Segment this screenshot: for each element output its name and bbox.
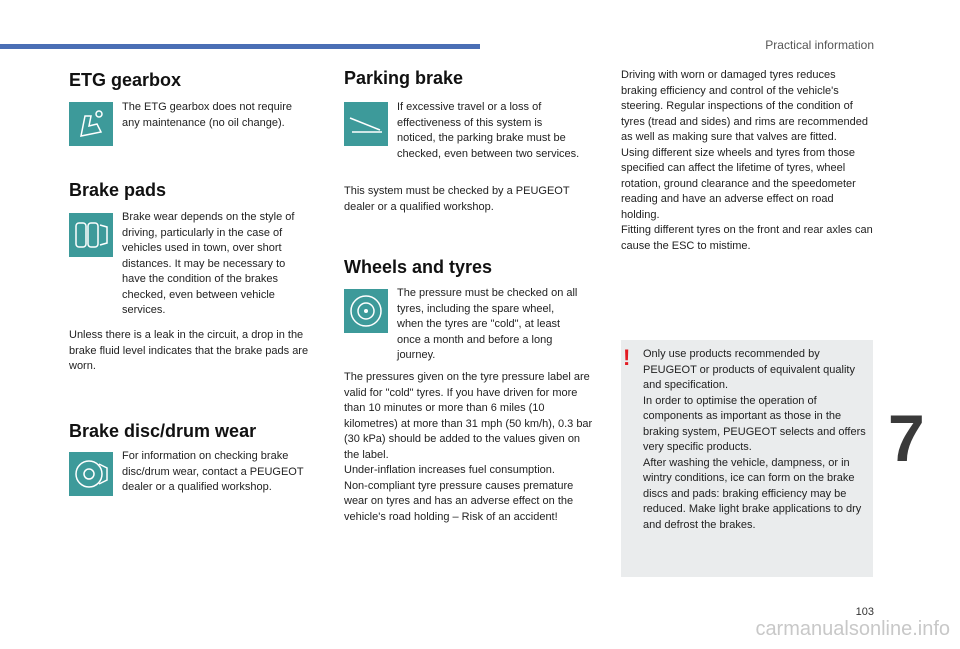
brake-pads-heading: Brake pads (69, 180, 167, 200)
non-compliant-paragraph: Non-compliant tyre pressure causes premature wear on tyres and has an adverse effect on the vehicle's road holding – Risk of an accident! (344, 479, 574, 523)
brake-disc-icon (69, 452, 113, 496)
parking-brake-heading: Parking brake (344, 68, 464, 88)
tyre-pressure-paragraph: The pressures given on the tyre pressure label are valid for "cold" tyres. If you have driven for more than 10 minutes or more than 6 miles (10 kilometres) at more than 31 mph (50 km/h), 0.3 bar (30 kPa) should be added to the values given on the label. (344, 371, 593, 461)
different-tyres-paragraph: Fitting different tyres on the front and rear axles can cause the ESC to mistime. (621, 224, 873, 252)
section-title: Practical information (765, 38, 874, 52)
warning-icon: ! (623, 345, 631, 370)
disc-wear-heading: Brake disc/drum wear (69, 421, 257, 441)
parking-brake-note: This system must be checked by a PEUGEOT dealer or a qualified workshop. (344, 185, 570, 213)
page-number: 103 (855, 606, 874, 618)
watermark: carmanualsonline.info (755, 618, 950, 640)
etg-heading: ETG gearbox (69, 70, 182, 90)
different-size-paragraph: Using different size wheels and tyres from those specified can affect the lifetime of tyres, wheel rotation, ground clearance and the speedometer reading and have an adverse effect on road holding. (621, 146, 856, 221)
header-accent-bar (0, 44, 480, 49)
etg-text: The ETG gearbox does not require any maintenance (no oil change). (122, 101, 292, 129)
parking-brake-text: If excessive travel or a loss of effectiveness of this system is noticed, the parking brake must be checked, even between two services. (397, 101, 580, 160)
wheels-heading: Wheels and tyres (344, 257, 493, 277)
worn-tyres-paragraph: Driving with worn or damaged tyres reduces braking efficiency and control of the vehicle's steering. Regular inspections of the condition of tyres (tread and sides) and rims are recommended as well as making sure that valves are fitted. (621, 69, 868, 143)
under-inflation-paragraph: Under-inflation increases fuel consumption. (344, 464, 555, 476)
warning-washing-paragraph: After washing the vehicle, dampness, or in wintry conditions, ice can form on the brake discs and pads: braking efficiency may be reduced. Make light brake applications to dry and defrost the brakes. (643, 456, 862, 531)
brake-pads-text: Brake wear depends on the style of driving, particularly in the case of vehicles used in town, over short distances. It may be necessary to have the condition of the brakes checked, even between vehicle services. (122, 211, 295, 316)
warning-optimise-paragraph: In order to optimise the operation of components as important as those in the braking system, PEUGEOT selects and offers very specific products. (643, 394, 866, 453)
gearbox-icon (69, 102, 113, 146)
warning-products-paragraph: Only use products recommended by PEUGEOT or products of equivalent quality and specification. (643, 348, 855, 391)
disc-wear-text: For information on checking brake disc/drum wear, contact a PEUGEOT dealer or a qualified workshop. (122, 450, 304, 493)
chapter-number: 7 (888, 401, 925, 475)
tyre-icon (344, 289, 388, 333)
brake-pads-note: Unless there is a leak in the circuit, a drop in the brake fluid level indicates that the brake pads are worn. (69, 329, 309, 372)
brake-pads-icon (69, 213, 113, 257)
wheels-text: The pressure must be checked on all tyres, including the spare wheel, when the tyres are "cold", at least once a month and before a long journey. (397, 287, 578, 361)
parking-brake-icon (344, 102, 388, 146)
